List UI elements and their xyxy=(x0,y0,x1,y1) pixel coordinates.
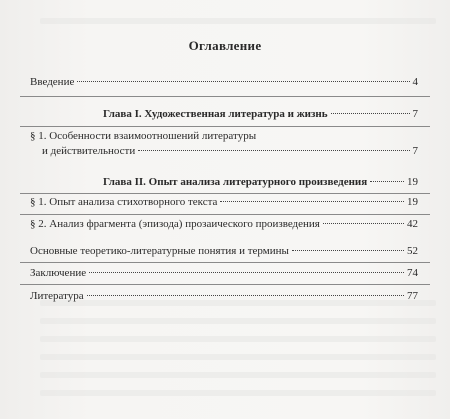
toc-entry-section-2-2 xyxy=(30,218,418,231)
separator-line xyxy=(20,126,430,127)
dot-leader xyxy=(370,181,404,182)
toc-entry-chapter-1 xyxy=(103,108,418,121)
dot-leader xyxy=(331,113,410,114)
toc-entry-page: 19 xyxy=(407,196,418,208)
toc-entry-page: 42 xyxy=(407,218,418,230)
separator-line xyxy=(20,262,430,263)
toc-entry-label-line2: и действительности xyxy=(42,145,136,157)
toc-entry-label: Основные теоретико-литературные понятия и термины xyxy=(30,245,289,257)
separator-line xyxy=(20,284,430,285)
toc-entry-terms xyxy=(30,245,418,258)
bleed-through-line xyxy=(40,390,436,396)
toc-entry-label: Глава I. Художественная литература и жизнь xyxy=(103,108,328,120)
toc-entry-page: 7 xyxy=(412,108,418,120)
dot-leader xyxy=(89,272,404,273)
bleed-through-line xyxy=(40,336,436,342)
bleed-through-line xyxy=(40,18,436,24)
toc-entry-label: Глава II. Опыт анализа литературного произведения xyxy=(103,176,368,188)
toc-entry-section-1-1 xyxy=(30,130,418,158)
separator-line xyxy=(20,214,430,215)
toc-entry-conclusion xyxy=(30,267,418,280)
toc-entry-section-2-1 xyxy=(30,196,418,209)
toc-entry-label: § 2. Анализ фрагмента (эпизода) прозаического произведения xyxy=(30,218,320,230)
separator-line xyxy=(20,193,430,194)
toc-entry-label: Литература xyxy=(30,290,84,302)
toc-entry-page: 52 xyxy=(407,245,418,257)
separator-line xyxy=(20,96,430,97)
toc-title: Оглавление xyxy=(188,38,262,53)
toc-entry-intro xyxy=(30,76,418,89)
toc-entry-chapter-2 xyxy=(103,176,418,189)
toc-entry-label: Введение xyxy=(30,76,75,88)
bleed-through-line xyxy=(40,354,436,360)
bleed-through-line xyxy=(40,372,436,378)
toc-entry-page: 74 xyxy=(407,267,418,279)
toc-entry-label-line1: § 1. Особенности взаимоотношений литературы xyxy=(30,130,257,142)
toc-entry-label: § 1. Опыт анализа стихотворного текста xyxy=(30,196,218,208)
bleed-through-line xyxy=(40,318,436,324)
toc-entry-page: 4 xyxy=(412,76,418,88)
toc-entry-page: 77 xyxy=(407,290,418,302)
dot-leader xyxy=(220,201,404,202)
dot-leader xyxy=(87,295,404,296)
toc-entry-page: 7 xyxy=(412,145,418,157)
dot-leader xyxy=(77,81,409,82)
toc-entry-bibliography xyxy=(30,290,418,303)
toc-entry-page: 19 xyxy=(407,176,418,188)
toc-entry-label: Заключение xyxy=(30,267,87,279)
dot-leader xyxy=(292,250,404,251)
dot-leader xyxy=(323,223,404,224)
dot-leader xyxy=(138,150,409,151)
